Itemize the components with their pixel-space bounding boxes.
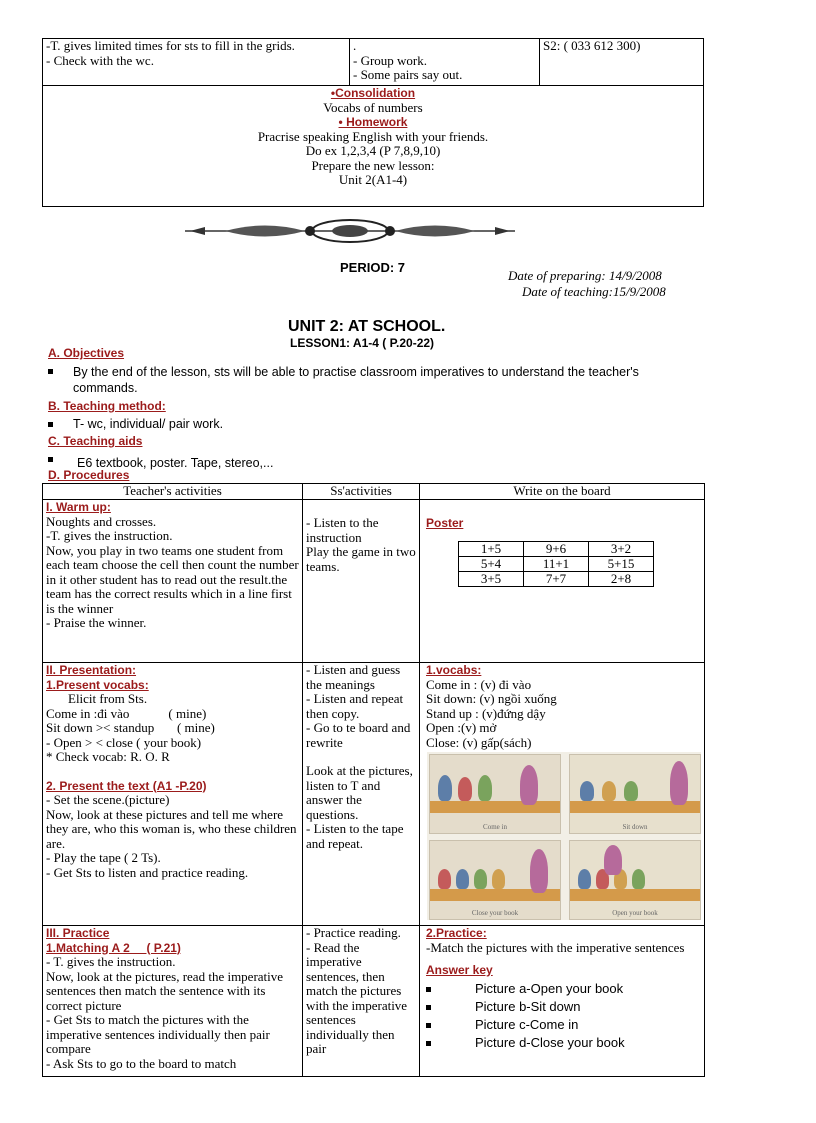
text-line: Noughts and crosses. — [46, 513, 157, 529]
number-grid — [458, 541, 654, 587]
aids-label: C. Teaching aids — [48, 434, 143, 448]
bullet-icon — [426, 1005, 431, 1010]
presentation-label: II. Presentation: — [46, 663, 137, 677]
period-label: PERIOD: 7 — [340, 260, 406, 275]
text-line: Come in : (v) đi vào — [426, 676, 532, 692]
text-line: - Group work. — [353, 52, 428, 68]
method-label: B. Teaching method: — [48, 399, 166, 413]
picture-caption: Open your book — [612, 909, 658, 917]
text-line: Now, look at these pictures and tell me where they are, who this woman is, who these children are. — [46, 806, 297, 851]
procedures-label: D. Procedures — [48, 468, 130, 482]
text-line: Look at the pictures, listen to T and answer the questions. — [306, 763, 413, 822]
bullet-icon — [426, 987, 431, 992]
aids-text: E6 textbook, poster. Tape, stereo,... — [77, 456, 274, 470]
text-line: - Open > < close ( your book) — [46, 734, 202, 750]
consolidation-label: •Consolidation — [330, 86, 416, 100]
grid-cell: 2+8 — [589, 571, 654, 586]
text-line: - Get Sts to listen and practice reading. — [46, 864, 249, 880]
answer-item — [426, 982, 701, 1000]
text-line: Elicit from Sts. — [68, 691, 148, 706]
homework-line: Do ex 1,2,3,4 (P 7,8,9,10) — [305, 143, 441, 158]
matching-label: 1.Matching A 2 ( P.21) — [46, 940, 181, 955]
homework-line: Pracrise speaking English with your friends. — [257, 128, 489, 144]
consolidation-cell — [43, 86, 704, 207]
poster-label: Poster — [426, 516, 464, 530]
objectives-item — [48, 364, 688, 396]
classroom-picture — [429, 840, 561, 920]
text-line: - Get Sts to match the pictures with the imperative sentences individually then pair compare — [46, 1012, 270, 1056]
presentation-ss-cell — [303, 663, 420, 926]
text-line: - Some pairs say out. — [353, 67, 463, 82]
present-text-label: 2. Present the text (A1 -P.20) — [46, 778, 207, 793]
grid-cell: 7+7 — [524, 571, 589, 586]
answer-text: Picture c-Come in — [475, 1016, 579, 1032]
text-line: Open :(v) mở — [426, 720, 497, 735]
text-line: - Praise the winner. — [46, 615, 147, 630]
text-line: -T. gives the instruction. — [46, 528, 173, 543]
homework-line: Prepare the new lesson: — [311, 157, 435, 173]
text-line: Close: (v) gấp(sách) — [426, 734, 532, 750]
date-preparing: Date of preparing: 14/9/2008 — [508, 268, 662, 283]
text-line: - Set the scene.(picture) — [46, 792, 170, 807]
text-line: Come in :đi vào ( mine) — [46, 705, 207, 721]
warmup-board-cell — [420, 500, 705, 663]
text-line: - T. gives the instruction. — [46, 954, 176, 969]
ornament-divider — [185, 218, 515, 244]
header-board: Write on the board — [420, 484, 705, 500]
grid-cell: 11+1 — [524, 556, 589, 571]
top-col3: S2: ( 033 612 300) — [540, 39, 704, 86]
method-text: T- wc, individual/ pair work. — [73, 417, 224, 431]
text-line: - Play the tape ( 2 Ts). — [46, 850, 161, 865]
unit-title: UNIT 2: AT SCHOOL. — [288, 318, 446, 335]
homework-label: • Homework — [338, 115, 408, 129]
text-line: Stand up : (v)đứng dậy — [426, 705, 546, 721]
classroom-picture — [569, 840, 701, 920]
classroom-picture — [569, 754, 701, 834]
text-line: -Match the pictures with the imperative sentences — [426, 939, 685, 955]
picture-caption: Sit down — [622, 823, 648, 831]
answer-item — [426, 1000, 701, 1018]
objectives-text: By the end of the lesson, sts will be able to practise classroom imperatives to understand the teacher's commands. — [73, 365, 639, 395]
top-col2 — [350, 39, 540, 86]
grid-cell: 5+4 — [459, 556, 524, 571]
grid-cell: 9+6 — [524, 541, 589, 556]
classroom-picture — [429, 754, 561, 834]
practice-teacher-cell — [43, 926, 303, 1077]
answer-key-label: Answer key — [426, 963, 493, 977]
text-line: - Practice reading. — [306, 925, 401, 940]
bullet-icon — [426, 1041, 431, 1046]
present-vocabs-label: 1.Present vocabs: — [46, 677, 149, 692]
text-line: -T. gives limited times for sts to fill in the grids. — [46, 38, 295, 53]
picture-caption: Come in — [483, 823, 507, 831]
lesson-title: LESSON1: A1-4 ( P.20-22) — [290, 336, 435, 350]
text-line: . — [353, 38, 357, 53]
header-teacher: Teacher's activities — [43, 484, 303, 500]
header-ss: Ss'activities — [303, 484, 420, 500]
vocabs-label: 1.vocabs: — [426, 663, 482, 677]
text-line: * Check vocab: R. O. R — [46, 749, 170, 764]
grid-cell: 3+5 — [459, 571, 524, 586]
text-line: - Listen to the tape and repeat. — [306, 821, 404, 851]
answer-text: Picture a-Open your book — [475, 980, 624, 996]
consolidation-text: Vocabs of numbers — [323, 99, 423, 115]
text-line: Sit down: (v) ngồi xuống — [426, 691, 557, 706]
text-line: - Ask Sts to go to the board to match — [46, 1055, 237, 1071]
text-line: Now, look at the pictures, read the imperative sentences then match the sentence with its correct picture — [46, 968, 284, 1013]
warmup-label: I. Warm up: — [46, 500, 111, 514]
objectives-label: A. Objectives — [48, 346, 125, 360]
warmup-teacher-cell — [43, 500, 303, 663]
grid-cell: 1+5 — [459, 541, 524, 556]
practice-board-cell — [420, 926, 705, 1077]
text-line: - Go to te board and rewrite — [306, 720, 411, 750]
text-line: - Listen to the instruction — [306, 515, 379, 545]
text-line — [306, 750, 416, 764]
answer-text: Picture d-Close your book — [475, 1034, 625, 1050]
date-teaching: Date of teaching:15/9/2008 — [522, 284, 666, 299]
text-line: Play the game in two teams. — [306, 544, 416, 574]
text-line: - Listen and repeat then copy. — [306, 691, 404, 721]
grid-cell: 3+2 — [589, 541, 654, 556]
bullet-icon — [426, 1023, 431, 1028]
top-col1 — [43, 39, 350, 86]
answer-text: Picture b-Sit down — [475, 998, 581, 1014]
top-table — [42, 38, 704, 207]
homework-line: Unit 2(A1-4) — [338, 172, 408, 187]
picture-caption: Close your book — [471, 909, 519, 917]
text-line: - Read the imperative sentences, then match the pictures with the imperative sentences individually then pair — [306, 939, 408, 1056]
practice-board-label: 2.Practice: — [426, 926, 487, 940]
text-line: - Check with the wc. — [46, 52, 154, 68]
text-line: Now, you play in two teams one student from each team choose the cell then count the number in it other student has to read out the result.the team has the correct results which in a line first is the winner — [46, 542, 299, 616]
text-line: - Listen and guess the meanings — [306, 662, 401, 692]
answer-item — [426, 1036, 701, 1054]
warmup-ss-cell — [303, 500, 420, 663]
bullet-icon — [48, 457, 53, 462]
practice-label: III. Practice — [46, 926, 110, 940]
grid-cell: 5+15 — [589, 556, 654, 571]
practice-ss-cell — [303, 926, 420, 1077]
text-line: Sit down >< standup ( mine) — [46, 720, 215, 735]
method-item — [48, 417, 223, 431]
presentation-teacher-cell — [43, 663, 303, 926]
bullet-icon — [48, 369, 53, 374]
answer-item — [426, 1018, 701, 1036]
bullet-icon — [48, 422, 53, 427]
classroom-pictures — [427, 752, 701, 920]
